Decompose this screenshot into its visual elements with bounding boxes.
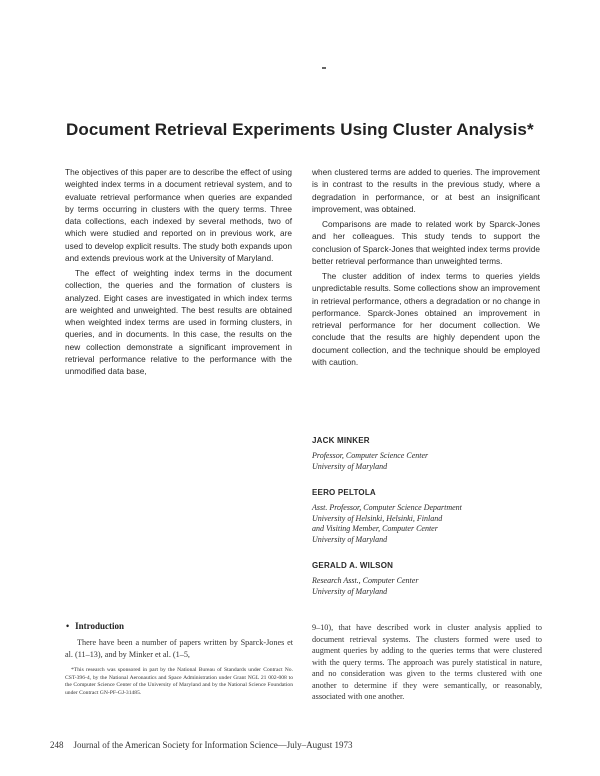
author-name: JACK MINKER [312, 436, 370, 445]
author-affiliation: University of Helsinki, Helsinki, Finland [312, 513, 443, 523]
author-affiliation: Asst. Professor, Computer Science Department [312, 503, 462, 512]
body-paragraph: There have been a number of papers written by Sparck-Jones et al. (11–13), and by Minker et al. (1–5, [65, 638, 293, 659]
author-affiliation: University of Maryland [312, 534, 388, 544]
author-affiliation: University of Maryland [312, 586, 388, 596]
footnote: *This research was sponsored in part by the National Bureau of Standards under Contract No. CST-396-4, by the National Aeronautics and Space Administration under Grant NGL 21 002-008 to the Computer Science Center of the University of Maryland and by the National Science Foundation under Contract GN-PF-GJ-31485. [65, 667, 293, 696]
body-paragraph: 9–10), that have described work in cluster analysis applied to document retrieval systems. The clusters formed were used to augment queries by adding to the queries terms that were clustered with the query terms. The approach was purely statistical in nature, and no consideration was given to the terms clustered with one another to determine if they were semantically, or reasonably, associated with one another. [312, 623, 542, 701]
page-footer [50, 740, 550, 750]
abstract-paragraph: Comparisons are made to related work by Sparck-Jones and her colleagues. This study tends to support the conclusion of Sparck-Jones that weighted index terms provide better retrieval performance than unweighted terms. [312, 219, 540, 266]
author-block [312, 436, 552, 613]
paper-title: Document Retrieval Experiments Using Cluster Analysis* [66, 120, 534, 139]
author-affiliation: and Visiting Member, Computer Center [312, 524, 438, 533]
scan-speck [322, 67, 326, 69]
author-affiliation: University of Maryland [312, 461, 388, 471]
abstract-paragraph: The cluster addition of index terms to queries yields unpredictable results. Some collections show an improvement in retrieval performance, others a degradation or no change in performance. Sparck-Jones obtained an improvement in retrieval performance for her document collection. We conclude that the results are highly dependent upon the document collection, and the technique should be employed with caution. [312, 271, 540, 367]
author-name: GERALD A. WILSON [312, 561, 394, 570]
body-left-column [65, 637, 293, 660]
author-affiliation: Research Asst., Computer Center [312, 576, 419, 585]
journal-citation: Journal of the American Society for Information Science—July–August 1973 [73, 740, 353, 750]
section-heading-text: Introduction [75, 621, 125, 631]
author-entry [312, 488, 552, 545]
author-entry [312, 561, 552, 597]
abstract-right-column [312, 166, 540, 371]
abstract-left-column [65, 166, 292, 380]
page-number: 248 [50, 740, 64, 750]
author-name: EERO PELTOLA [312, 488, 376, 497]
abstract-paragraph: when clustered terms are added to queries. The improvement is in contrast to the results in the previous study, where a degradation in performance, or at best an insignificant improvement, was obtained. [312, 167, 540, 214]
author-affiliation: Professor, Computer Science Center [312, 451, 429, 460]
bullet-icon: • [66, 621, 70, 631]
abstract-paragraph: The objectives of this paper are to describe the effect of using weighted index terms in a document retrieval system, and to evaluate retrieval performance when queries are expanded by terms occurring in clusters with the query terms. Three data collections, each indexed by several methods, two of which were studied and reported on in previous work, are used to develop explicit results. The study both expands upon and extends previous work at the University of Maryland. [65, 167, 292, 263]
abstract-paragraph: The effect of weighting index terms in the document collection, the queries and the formation of clusters is analyzed. Eight cases are investigated in which index terms are weighted and unweighted. The best results are obtained when weighted index terms are used in forming clusters, in queries, and in documents. In this case, the results on the new collection demonstrate a significant improvement in retrieval performance relative to the performance with the unmodified data base, [65, 268, 292, 376]
author-entry [312, 436, 552, 472]
body-right-column [312, 622, 542, 703]
section-heading [66, 621, 124, 631]
